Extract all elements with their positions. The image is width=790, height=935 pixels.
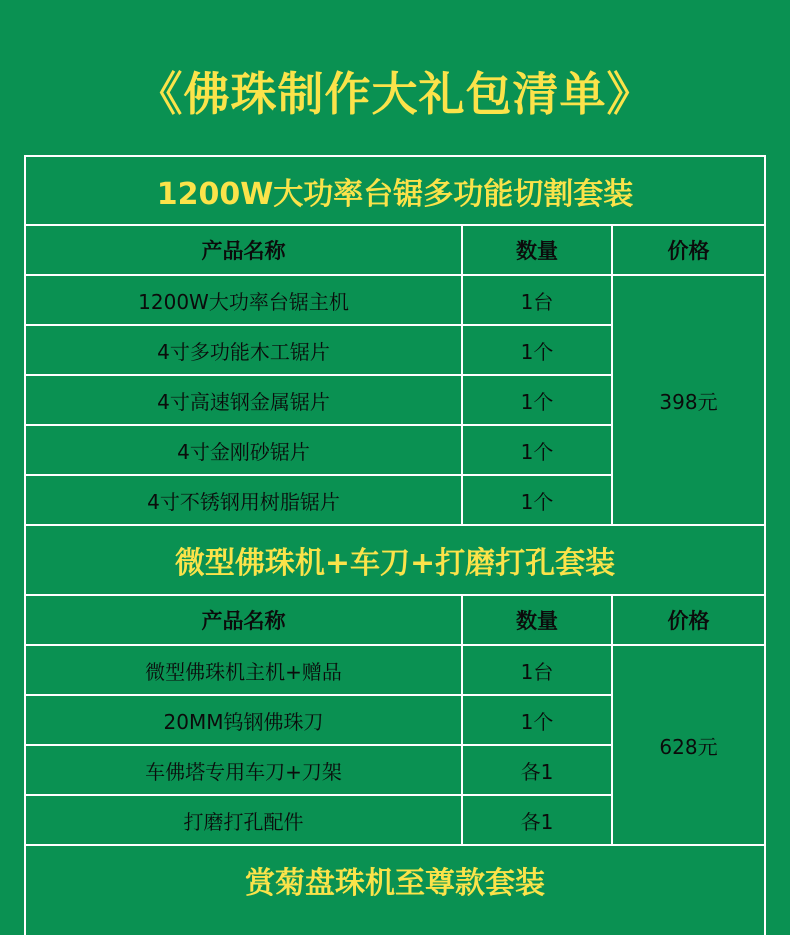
column-header-price: 价格 <box>667 609 710 633</box>
product-qty: 1个 <box>520 339 554 364</box>
product-name: 车佛塔专用车刀+刀架 <box>145 759 342 784</box>
product-qty: 各1 <box>520 809 554 834</box>
section-heading: 1200W大功率台锯多功能切割套装 <box>156 176 634 212</box>
product-qty: 1个 <box>520 709 554 734</box>
product-name: 打磨打孔配件 <box>183 809 304 834</box>
package-price: 628元 <box>659 734 718 759</box>
column-header-price: 价格 <box>667 239 710 263</box>
column-header-name: 产品名称 <box>201 239 286 263</box>
product-name: 1200W大功率台锯主机 <box>138 289 349 314</box>
product-name: 4寸金刚砂锯片 <box>177 439 310 464</box>
product-qty: 各1 <box>520 759 554 784</box>
product-qty: 1个 <box>520 439 554 464</box>
product-name: 4寸多功能木工锯片 <box>157 339 330 364</box>
product-name: 微型佛珠机主机+赠品 <box>145 659 342 684</box>
product-name: 4寸高速钢金属锯片 <box>157 389 330 414</box>
package-price: 398元 <box>659 389 718 414</box>
page-title: 《佛珠制作大礼包清单》 <box>136 67 654 121</box>
column-header-qty: 数量 <box>516 609 558 633</box>
product-qty: 1个 <box>520 389 554 414</box>
package-table <box>24 155 766 935</box>
product-name: 4寸不锈钢用树脂锯片 <box>147 489 340 514</box>
column-header-name: 产品名称 <box>201 609 286 633</box>
product-name: 20MM钨钢佛珠刀 <box>163 709 324 734</box>
section-heading: 微型佛珠机+车刀+打磨打孔套装 <box>174 546 616 581</box>
product-qty: 1台 <box>520 659 554 684</box>
section-heading: 赏菊盘珠机至尊款套装 <box>245 866 545 901</box>
product-qty: 1个 <box>520 489 554 514</box>
product-qty: 1台 <box>520 289 554 314</box>
column-header-qty: 数量 <box>516 239 558 263</box>
